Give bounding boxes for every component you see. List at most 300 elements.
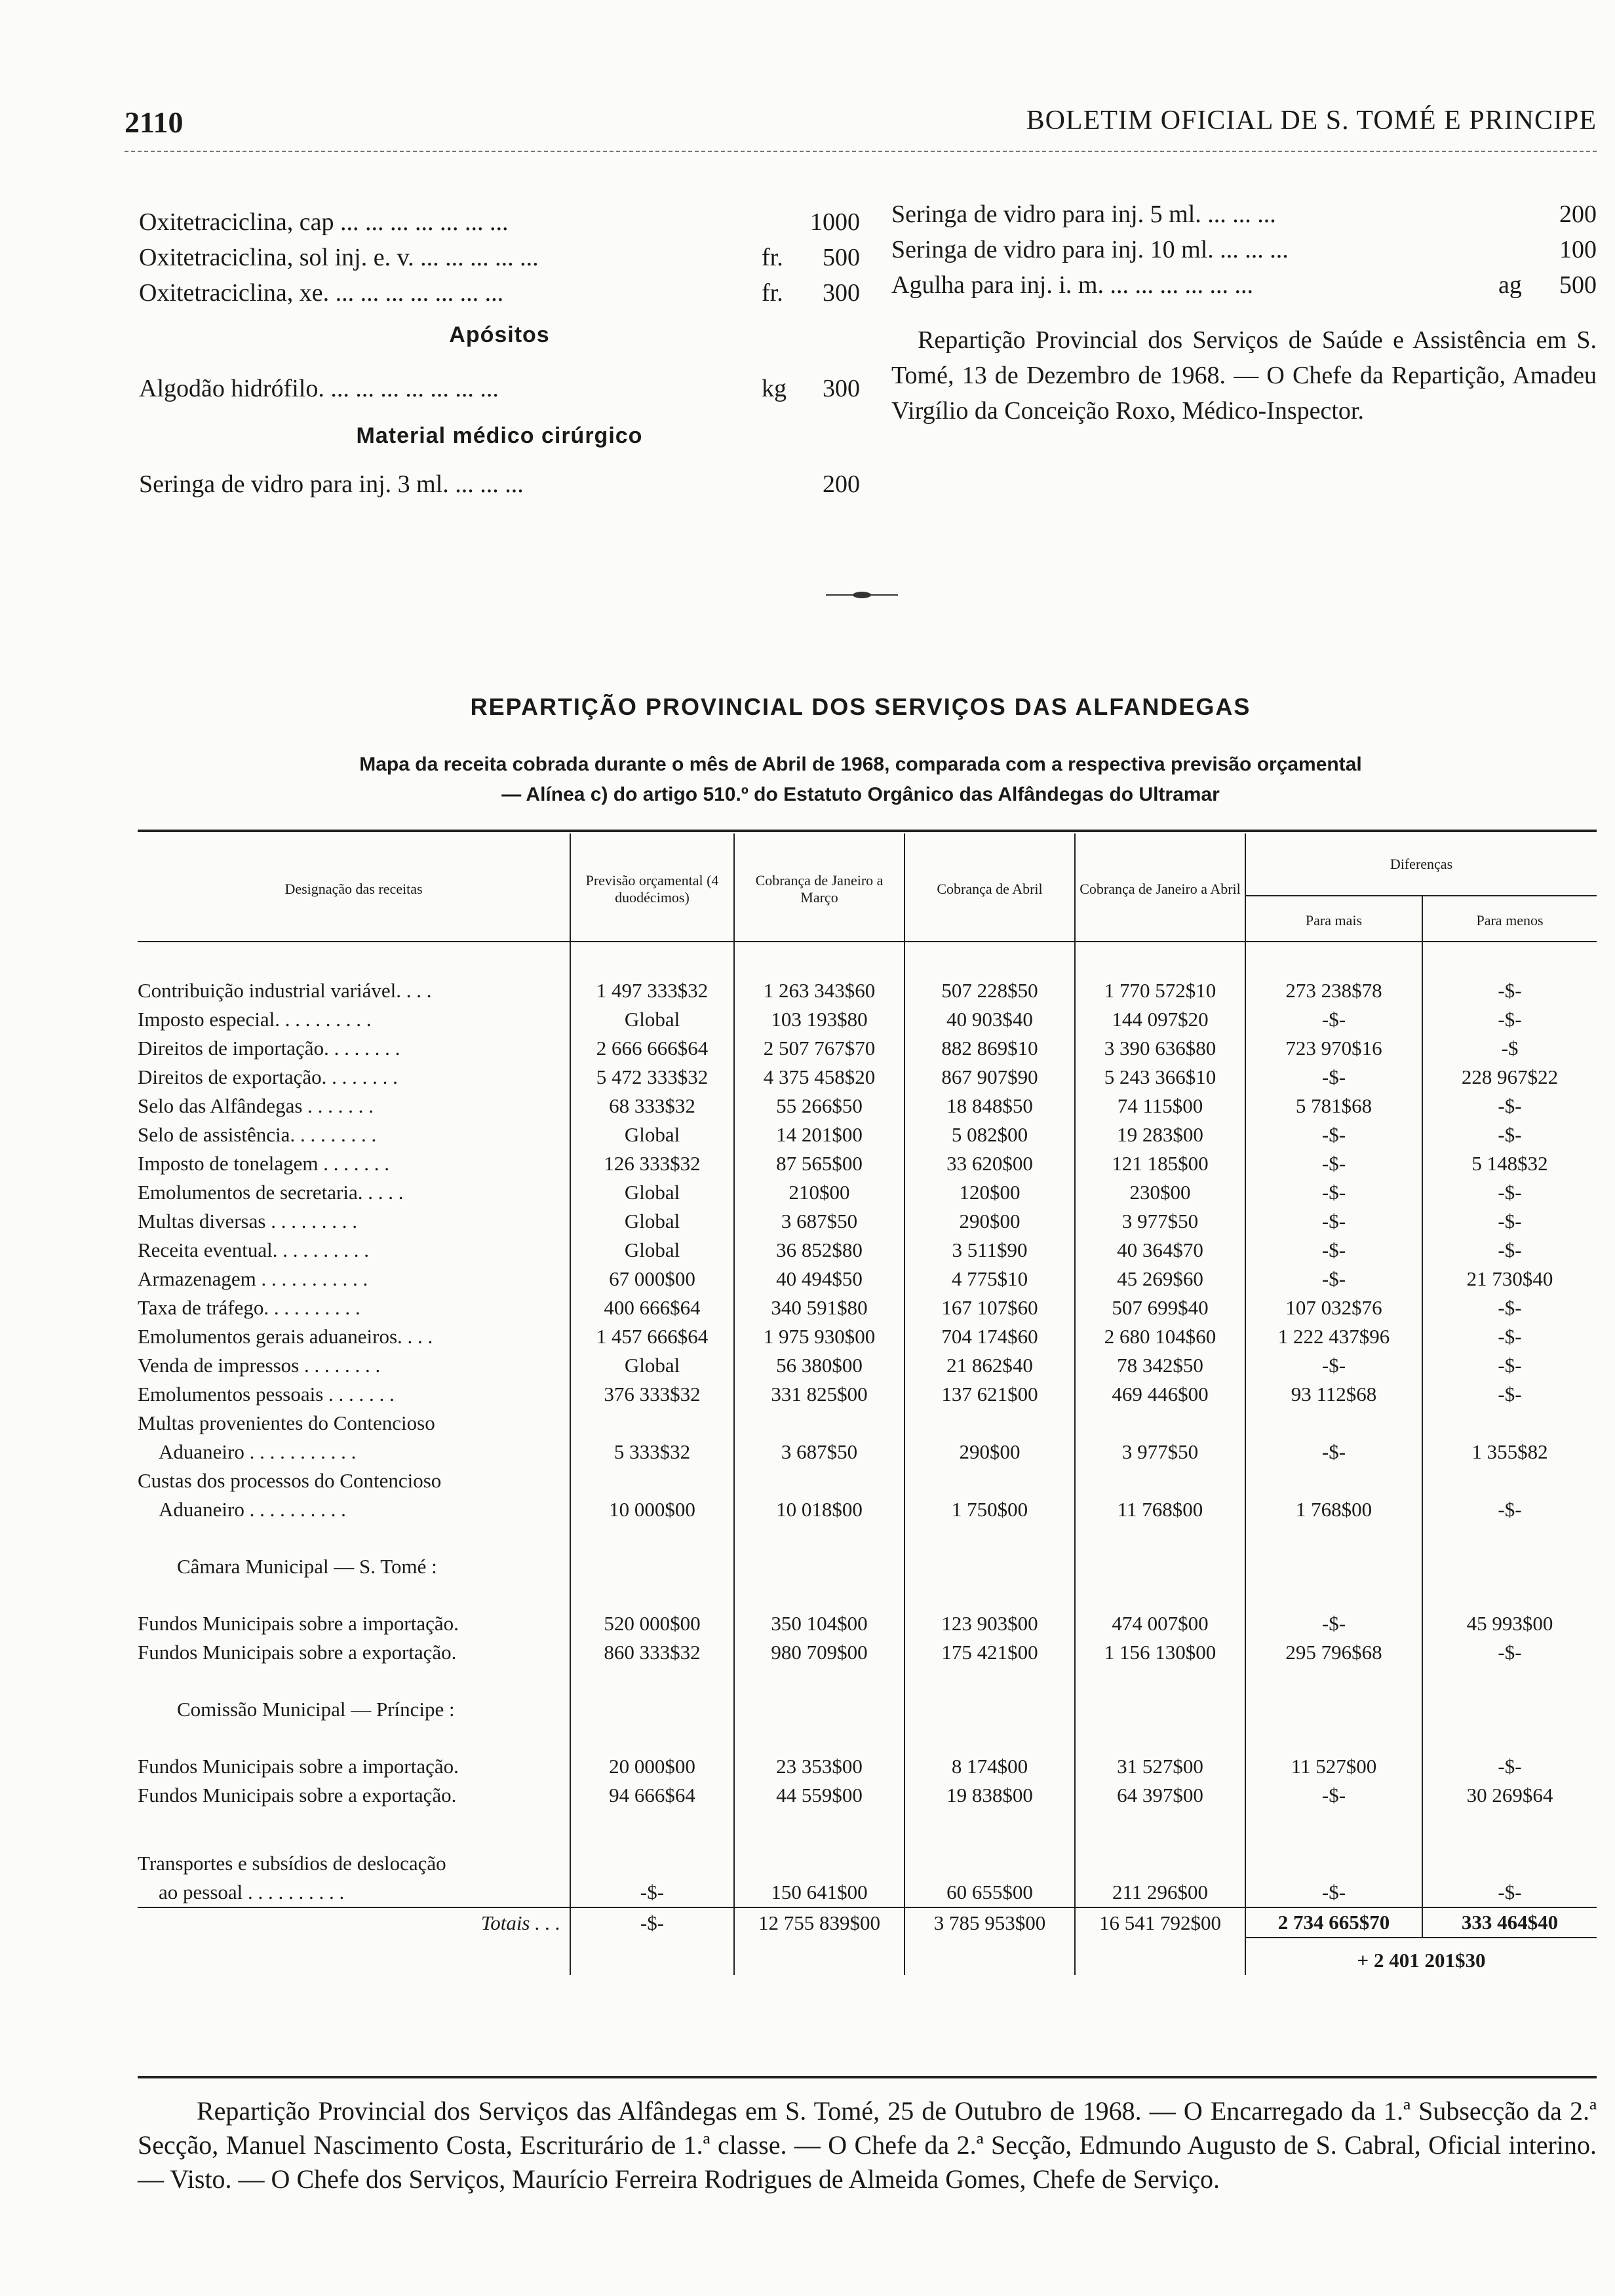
table-section-title: REPARTIÇÃO PROVINCIAL DOS SERVIÇOS DAS ALFANDEGAS — [470, 693, 1251, 720]
value-cell: -$- — [1245, 1265, 1422, 1293]
value-cell: 350 104$00 — [734, 1609, 905, 1638]
item-qty: 1000 — [810, 208, 860, 236]
value-cell: 11 768$00 — [1075, 1495, 1245, 1524]
item-row — [891, 267, 1597, 303]
table-row — [138, 1149, 1597, 1178]
value-cell: 19 838$00 — [905, 1781, 1075, 1810]
item-row — [139, 371, 860, 406]
net-difference-row — [138, 1938, 1597, 1975]
empty-cell — [1075, 1409, 1245, 1438]
empty-cell — [734, 1409, 905, 1438]
item-row — [139, 240, 860, 275]
value-cell: 3 511$90 — [905, 1236, 1075, 1265]
empty-cell — [1075, 1524, 1245, 1609]
value-cell: 45 269$60 — [1075, 1265, 1245, 1293]
section-heading-row — [138, 1524, 1597, 1609]
net-difference-value: + 2 401 201$30 — [1245, 1938, 1597, 1975]
value-cell: 167 107$60 — [905, 1293, 1075, 1322]
header-para-mais: Para mais — [1245, 896, 1422, 945]
row-label: Receita eventual. . . . . . . . . . — [138, 1238, 369, 1261]
empty-cell — [570, 1466, 734, 1495]
value-cell: Global — [570, 1005, 734, 1034]
empty-cell — [1245, 1466, 1422, 1495]
value-cell: 40 903$40 — [905, 1005, 1075, 1034]
value-cell: -$ — [1422, 1034, 1597, 1063]
empty-cell — [570, 1810, 734, 1849]
value-cell: 1 263 343$60 — [734, 976, 905, 1005]
item-unit: kg — [762, 375, 787, 402]
item-qty: 200 — [823, 470, 860, 498]
heading-material: Material médico cirúrgico — [356, 423, 643, 448]
empty-cell — [1422, 1849, 1597, 1878]
value-cell: 123 903$00 — [905, 1609, 1075, 1638]
value-cell: 3 687$50 — [734, 1438, 905, 1466]
value-cell: 295 796$68 — [1245, 1638, 1422, 1667]
header-cobranca-jan-abr: Cobrança de Janeiro a Abril — [1075, 833, 1245, 945]
value-cell: 400 666$64 — [570, 1293, 734, 1322]
item-name: Oxitetraciclina, xe. ... ... ... ... ... ... ... — [139, 279, 504, 307]
value-cell: -$- — [1422, 976, 1597, 1005]
value-cell: 94 666$64 — [570, 1781, 734, 1810]
empty-cell — [905, 1667, 1075, 1752]
value-cell: 10 018$00 — [734, 1495, 905, 1524]
empty-cell — [1245, 1810, 1422, 1849]
left-column — [139, 204, 860, 502]
value-cell: -$- — [1422, 1092, 1597, 1120]
row-label: Emolumentos pessoais . . . . . . . — [138, 1383, 395, 1406]
table-row — [138, 1293, 1597, 1322]
item-unit — [762, 467, 801, 502]
row-label: Aduaneiro . . . . . . . . . . — [159, 1498, 346, 1521]
empty-cell — [1422, 1524, 1597, 1609]
row-label: Custas dos processos do Contencioso — [138, 1469, 442, 1492]
value-cell: Global — [570, 1236, 734, 1265]
value-cell: 1 457 666$64 — [570, 1322, 734, 1351]
item-unit — [762, 204, 801, 240]
row-label: Fundos Municipais sobre a importação. — [138, 1612, 459, 1635]
totals-value: 12 755 839$00 — [734, 1907, 905, 1938]
table-row — [138, 1495, 1597, 1524]
value-cell: 1 156 130$00 — [1075, 1638, 1245, 1667]
value-cell: 67 000$00 — [570, 1265, 734, 1293]
value-cell: 107 032$76 — [1245, 1293, 1422, 1322]
value-cell: 5 148$32 — [1422, 1149, 1597, 1178]
item-unit — [1498, 197, 1538, 232]
value-cell: 331 825$00 — [734, 1380, 905, 1409]
value-cell: 520 000$00 — [570, 1609, 734, 1638]
value-cell: 5 243 366$10 — [1075, 1063, 1245, 1092]
value-cell: 30 269$64 — [1422, 1781, 1597, 1810]
value-cell: Global — [570, 1207, 734, 1236]
value-cell: 2 680 104$60 — [1075, 1322, 1245, 1351]
value-cell: 1 355$82 — [1422, 1438, 1597, 1466]
value-cell: 2 507 767$70 — [734, 1034, 905, 1063]
item-row — [139, 467, 860, 502]
row-label: Emolumentos de secretaria. . . . . — [138, 1181, 404, 1204]
value-cell: 474 007$00 — [1075, 1609, 1245, 1638]
value-cell: 211 296$00 — [1075, 1878, 1245, 1907]
item-row — [139, 204, 860, 240]
table-row — [138, 1609, 1597, 1638]
value-cell: -$- — [1245, 1236, 1422, 1265]
table-row — [138, 1781, 1597, 1810]
value-cell: -$- — [1245, 1178, 1422, 1207]
value-cell: 3 977$50 — [1075, 1207, 1245, 1236]
header-cobranca-abril: Cobrança de Abril — [905, 833, 1075, 945]
row-label: Multas provenientes do Contencioso — [138, 1411, 435, 1434]
value-cell: -$- — [1245, 1609, 1422, 1638]
empty-cell — [734, 1938, 905, 1975]
empty-cell — [905, 1409, 1075, 1438]
value-cell: 469 446$00 — [1075, 1380, 1245, 1409]
section-heading-row — [138, 1667, 1597, 1752]
value-cell: -$- — [1245, 1781, 1422, 1810]
value-cell: 175 421$00 — [905, 1638, 1075, 1667]
empty-cell — [905, 1524, 1075, 1609]
value-cell: 4 375 458$20 — [734, 1063, 905, 1092]
value-cell: -$- — [1245, 1878, 1422, 1907]
value-cell: 2 666 666$64 — [570, 1034, 734, 1063]
empty-cell — [905, 1810, 1075, 1849]
value-cell: 103 193$80 — [734, 1005, 905, 1034]
row-label: Fundos Municipais sobre a exportação. — [138, 1784, 457, 1807]
value-cell: 1 768$00 — [1245, 1495, 1422, 1524]
value-cell: 210$00 — [734, 1178, 905, 1207]
totals-value: 333 464$40 — [1422, 1907, 1597, 1938]
value-cell: 60 655$00 — [905, 1878, 1075, 1907]
empty-cell — [1075, 1466, 1245, 1495]
empty-cell — [734, 1810, 905, 1849]
row-label: Imposto especial. . . . . . . . . . — [138, 1008, 372, 1031]
value-cell: 5 333$32 — [570, 1438, 734, 1466]
empty-cell — [1075, 1938, 1245, 1975]
value-cell: 290$00 — [905, 1438, 1075, 1466]
header-bottom-rule — [138, 941, 1597, 942]
table-row — [138, 1005, 1597, 1034]
value-cell: 860 333$32 — [570, 1638, 734, 1667]
empty-cell — [734, 1849, 905, 1878]
value-cell: 144 097$20 — [1075, 1005, 1245, 1034]
item-list-material — [139, 467, 860, 502]
value-cell: -$- — [1422, 1752, 1597, 1781]
table-row-label-line — [138, 1849, 1597, 1878]
header-designacao: Designação das receitas — [284, 881, 423, 897]
item-name: Oxitetraciclina, cap ... ... ... ... ... ... ... — [139, 208, 509, 236]
value-cell: -$- — [1422, 1236, 1597, 1265]
row-label: Venda de impressos . . . . . . . . — [138, 1354, 381, 1377]
table-section-subtitle — [125, 750, 1597, 810]
totals-value: 3 785 953$00 — [905, 1907, 1075, 1938]
value-cell: 980 709$00 — [734, 1638, 905, 1667]
row-label: Fundos Municipais sobre a exportação. — [138, 1641, 457, 1664]
value-cell: 40 364$70 — [1075, 1236, 1245, 1265]
value-cell: 137 621$00 — [905, 1380, 1075, 1409]
value-cell: -$- — [1422, 1878, 1597, 1907]
value-cell: -$- — [1245, 1149, 1422, 1178]
row-label: Imposto de tonelagem . . . . . . . — [138, 1152, 389, 1175]
empty-cell — [1075, 1810, 1245, 1849]
table-row — [138, 1207, 1597, 1236]
totals-value: -$- — [570, 1907, 734, 1938]
table-row — [138, 1752, 1597, 1781]
value-cell: -$- — [1245, 1120, 1422, 1149]
value-cell: -$- — [1422, 1005, 1597, 1034]
table-row — [138, 1322, 1597, 1351]
right-column — [891, 197, 1597, 429]
empty-cell — [1245, 1409, 1422, 1438]
value-cell: 121 185$00 — [1075, 1149, 1245, 1178]
header-cobranca-jan-mar: Cobrança de Janeiro a Março — [734, 833, 905, 945]
value-cell: 21 862$40 — [905, 1351, 1075, 1380]
value-cell: 20 000$00 — [570, 1752, 734, 1781]
table-row — [138, 1380, 1597, 1409]
empty-cell — [905, 1938, 1075, 1975]
value-cell: 3 977$50 — [1075, 1438, 1245, 1466]
header-para-menos: Para menos — [1422, 896, 1597, 945]
totals-value: 2 734 665$70 — [1245, 1907, 1422, 1938]
totals-label: Totais . . . — [138, 1907, 570, 1938]
page-number: 2110 — [125, 105, 184, 139]
empty-cell — [1422, 1409, 1597, 1438]
value-cell: 31 527$00 — [1075, 1752, 1245, 1781]
value-cell: -$- — [1422, 1638, 1597, 1667]
value-cell: 33 620$00 — [905, 1149, 1075, 1178]
empty-cell — [570, 1849, 734, 1878]
row-label: Transportes e subsídios de deslocação — [138, 1852, 446, 1875]
value-cell: 867 907$90 — [905, 1063, 1075, 1092]
value-cell: -$- — [1422, 1380, 1597, 1409]
value-cell: -$- — [1245, 1438, 1422, 1466]
table-row — [138, 1178, 1597, 1207]
value-cell: 1 222 437$96 — [1245, 1322, 1422, 1351]
row-label: Aduaneiro . . . . . . . . . . . — [159, 1440, 357, 1463]
totals-value: 16 541 792$00 — [1075, 1907, 1245, 1938]
item-name: Seringa de vidro para inj. 5 ml. ... ... ... — [891, 201, 1276, 228]
value-cell: 1 770 572$10 — [1075, 976, 1245, 1005]
value-cell: 230$00 — [1075, 1178, 1245, 1207]
value-cell: -$- — [1422, 1322, 1597, 1351]
table-row — [138, 1638, 1597, 1667]
table-row — [138, 976, 1597, 1005]
value-cell: 228 967$22 — [1422, 1063, 1597, 1092]
empty-cell — [570, 1409, 734, 1438]
value-cell: -$- — [1422, 1293, 1597, 1322]
value-cell: 74 115$00 — [1075, 1092, 1245, 1120]
row-label: Selo de assistência. . . . . . . . . — [138, 1123, 377, 1146]
empty-cell — [1245, 1849, 1422, 1878]
value-cell: -$- — [1245, 1351, 1422, 1380]
value-cell: 3 687$50 — [734, 1207, 905, 1236]
value-cell: 1 975 930$00 — [734, 1322, 905, 1351]
item-list-syringes — [891, 197, 1597, 303]
item-list-antibiotics — [139, 204, 860, 311]
value-cell: 14 201$00 — [734, 1120, 905, 1149]
value-cell: 4 775$10 — [905, 1265, 1075, 1293]
value-cell: 11 527$00 — [1245, 1752, 1422, 1781]
value-cell: 10 000$00 — [570, 1495, 734, 1524]
health-signature-paragraph: Repartição Provincial dos Serviços de Saúde e Assistência em S. Tomé, 13 de Dezembro de 1968. — O Chefe da Repartição, Amadeu Virgílio da Conceição Roxo, Médico-Inspector. — [891, 326, 1597, 425]
empty-cell — [905, 1849, 1075, 1878]
subtitle-line-1: Mapa da receita cobrada durante o mês de Abril de 1968, comparada com a respectiva previsão orçamental — [359, 754, 1362, 775]
item-qty: 300 — [823, 375, 860, 402]
value-cell: 40 494$50 — [734, 1265, 905, 1293]
value-cell: 44 559$00 — [734, 1781, 905, 1810]
value-cell: 376 333$32 — [570, 1380, 734, 1409]
empty-cell — [1245, 1667, 1422, 1752]
value-cell: 45 993$00 — [1422, 1609, 1597, 1638]
value-cell: 704 174$60 — [905, 1322, 1075, 1351]
table-row — [138, 1092, 1597, 1120]
value-cell: -$- — [1245, 1207, 1422, 1236]
value-cell: 18 848$50 — [905, 1092, 1075, 1120]
table-row — [138, 1120, 1597, 1149]
section-heading: Comissão Municipal — Príncipe : — [177, 1698, 455, 1721]
table-row-label-line — [138, 1466, 1597, 1495]
empty-cell — [734, 1667, 905, 1752]
table-bottom-rule — [138, 2076, 1597, 2078]
value-cell: 5 472 333$32 — [570, 1063, 734, 1092]
value-cell: 3 390 636$80 — [1075, 1034, 1245, 1063]
item-unit: fr. — [762, 244, 783, 271]
item-name: Algodão hidrófilo. ... ... ... ... ... ... ... — [139, 375, 499, 402]
value-cell: 507 699$40 — [1075, 1293, 1245, 1322]
table-row — [138, 1063, 1597, 1092]
value-cell: 19 283$00 — [1075, 1120, 1245, 1149]
value-cell: 56 380$00 — [734, 1351, 905, 1380]
header-previsao: Previsão orçamental (4 duodécimos) — [570, 833, 734, 945]
item-qty: 100 — [1559, 236, 1597, 263]
row-label: Taxa de tráfego. . . . . . . . . . — [138, 1296, 360, 1319]
empty-cell — [138, 1810, 570, 1849]
revenue-table — [138, 833, 1597, 1975]
value-cell: -$- — [1245, 1005, 1422, 1034]
value-cell: 8 174$00 — [905, 1752, 1075, 1781]
row-label: Direitos de importação. . . . . . . . — [138, 1037, 400, 1060]
value-cell: 1 750$00 — [905, 1495, 1075, 1524]
customs-signature-paragraph: Repartição Provincial dos Serviços das Alfândegas em S. Tomé, 25 de Outubro de 1968. — O Encarregado da 1.ª Subsecção da 2.ª Secção, Manuel Nascimento Costa, Escriturário de 1.ª classe. — O Chefe da 2.ª Secção, Edmundo Augusto de S. Cabral, Oficial interino. — Visto. — O Chefe dos Serviços, Maurício Ferreira Rodrigues de Almeida Gomes, Chefe de Serviço. — [138, 2096, 1597, 2194]
value-cell: 723 970$16 — [1245, 1034, 1422, 1063]
table-row — [138, 1438, 1597, 1466]
row-label: Direitos de exportação. . . . . . . . — [138, 1065, 398, 1088]
empty-cell — [570, 1524, 734, 1609]
empty-cell — [734, 1466, 905, 1495]
row-label: Armazenagem . . . . . . . . . . . — [138, 1267, 368, 1290]
subtitle-line-2: — Alínea c) do artigo 510.º do Estatuto Orgânico das Alfândegas do Ultramar — [501, 784, 1220, 805]
empty-cell — [734, 1524, 905, 1609]
item-name: Seringa de vidro para inj. 10 ml. ... ... ... — [891, 236, 1289, 263]
value-cell: -$- — [1422, 1351, 1597, 1380]
value-cell: 507 228$50 — [905, 976, 1075, 1005]
value-cell: 882 869$10 — [905, 1034, 1075, 1063]
header-gap-row — [138, 945, 1597, 976]
item-row — [139, 275, 860, 311]
empty-cell — [570, 1667, 734, 1752]
value-cell: 36 852$80 — [734, 1236, 905, 1265]
value-cell: 5 082$00 — [905, 1120, 1075, 1149]
ornament-divider — [826, 591, 898, 599]
value-cell: 1 497 333$32 — [570, 976, 734, 1005]
table-top-rule — [138, 830, 1597, 832]
value-cell: 290$00 — [905, 1207, 1075, 1236]
value-cell: 23 353$00 — [734, 1752, 905, 1781]
item-name: Seringa de vidro para inj. 3 ml. ... ... ... — [139, 470, 524, 498]
item-unit — [1498, 232, 1538, 267]
empty-cell — [138, 1938, 570, 1975]
value-cell: 150 641$00 — [734, 1878, 905, 1907]
item-qty: 500 — [823, 244, 860, 271]
row-label: Fundos Municipais sobre a importação. — [138, 1755, 459, 1778]
value-cell: 340 591$80 — [734, 1293, 905, 1322]
empty-cell — [1245, 1524, 1422, 1609]
value-cell: -$- — [570, 1878, 734, 1907]
value-cell: -$- — [1245, 1063, 1422, 1092]
value-cell: 21 730$40 — [1422, 1265, 1597, 1293]
table-row — [138, 1034, 1597, 1063]
value-cell: 93 112$68 — [1245, 1380, 1422, 1409]
item-name: Agulha para inj. i. m. ... ... ... ... ... ... — [891, 271, 1253, 299]
table-row — [138, 1265, 1597, 1293]
empty-cell — [1422, 1810, 1597, 1849]
totals-row — [138, 1907, 1597, 1938]
spacer-row — [138, 1810, 1597, 1849]
empty-cell — [905, 1466, 1075, 1495]
item-qty: 200 — [1559, 201, 1597, 228]
empty-cell — [570, 1938, 734, 1975]
row-label: Contribuição industrial variável. . . . — [138, 979, 432, 1002]
table-row-label-line — [138, 1409, 1597, 1438]
header-rule — [125, 151, 1597, 152]
value-cell: -$- — [1422, 1120, 1597, 1149]
item-row — [891, 232, 1597, 267]
item-qty: 300 — [823, 279, 860, 307]
empty-cell — [1422, 1466, 1597, 1495]
value-cell: 273 238$78 — [1245, 976, 1422, 1005]
item-row — [891, 197, 1597, 232]
item-unit: fr. — [762, 279, 783, 307]
row-label: Selo das Alfândegas . . . . . . . — [138, 1094, 374, 1117]
value-cell: -$- — [1422, 1178, 1597, 1207]
empty-cell — [1075, 1849, 1245, 1878]
row-label: Multas diversas . . . . . . . . . — [138, 1210, 357, 1233]
item-name: Oxitetraciclina, sol inj. e. v. ... ... ... ... ... — [139, 244, 539, 271]
table-row — [138, 1878, 1597, 1907]
value-cell: 126 333$32 — [570, 1149, 734, 1178]
header-diferencas: Diferenças — [1245, 833, 1597, 896]
value-cell: 78 342$50 — [1075, 1351, 1245, 1380]
empty-cell — [1422, 1667, 1597, 1752]
table-row — [138, 1236, 1597, 1265]
value-cell: Global — [570, 1178, 734, 1207]
value-cell: 5 781$68 — [1245, 1092, 1422, 1120]
value-cell: Global — [570, 1120, 734, 1149]
value-cell: 55 266$50 — [734, 1092, 905, 1120]
value-cell: 68 333$32 — [570, 1092, 734, 1120]
empty-cell — [1075, 1667, 1245, 1752]
value-cell: -$- — [1422, 1207, 1597, 1236]
journal-title: BOLETIM OFICIAL DE S. TOMÉ E PRINCIPE — [1026, 105, 1597, 136]
heading-apositos: Apósitos — [449, 322, 550, 347]
value-cell: 64 397$00 — [1075, 1781, 1245, 1810]
value-cell: 120$00 — [905, 1178, 1075, 1207]
table-row — [138, 1351, 1597, 1380]
item-unit: ag — [1498, 271, 1522, 299]
item-list-apositos — [139, 371, 860, 406]
row-label: Emolumentos gerais aduaneiros. . . . — [138, 1325, 433, 1348]
value-cell: 87 565$00 — [734, 1149, 905, 1178]
value-cell: Global — [570, 1351, 734, 1380]
section-heading: Câmara Municipal — S. Tomé : — [177, 1555, 437, 1578]
row-label: ao pessoal . . . . . . . . . . — [159, 1881, 345, 1904]
